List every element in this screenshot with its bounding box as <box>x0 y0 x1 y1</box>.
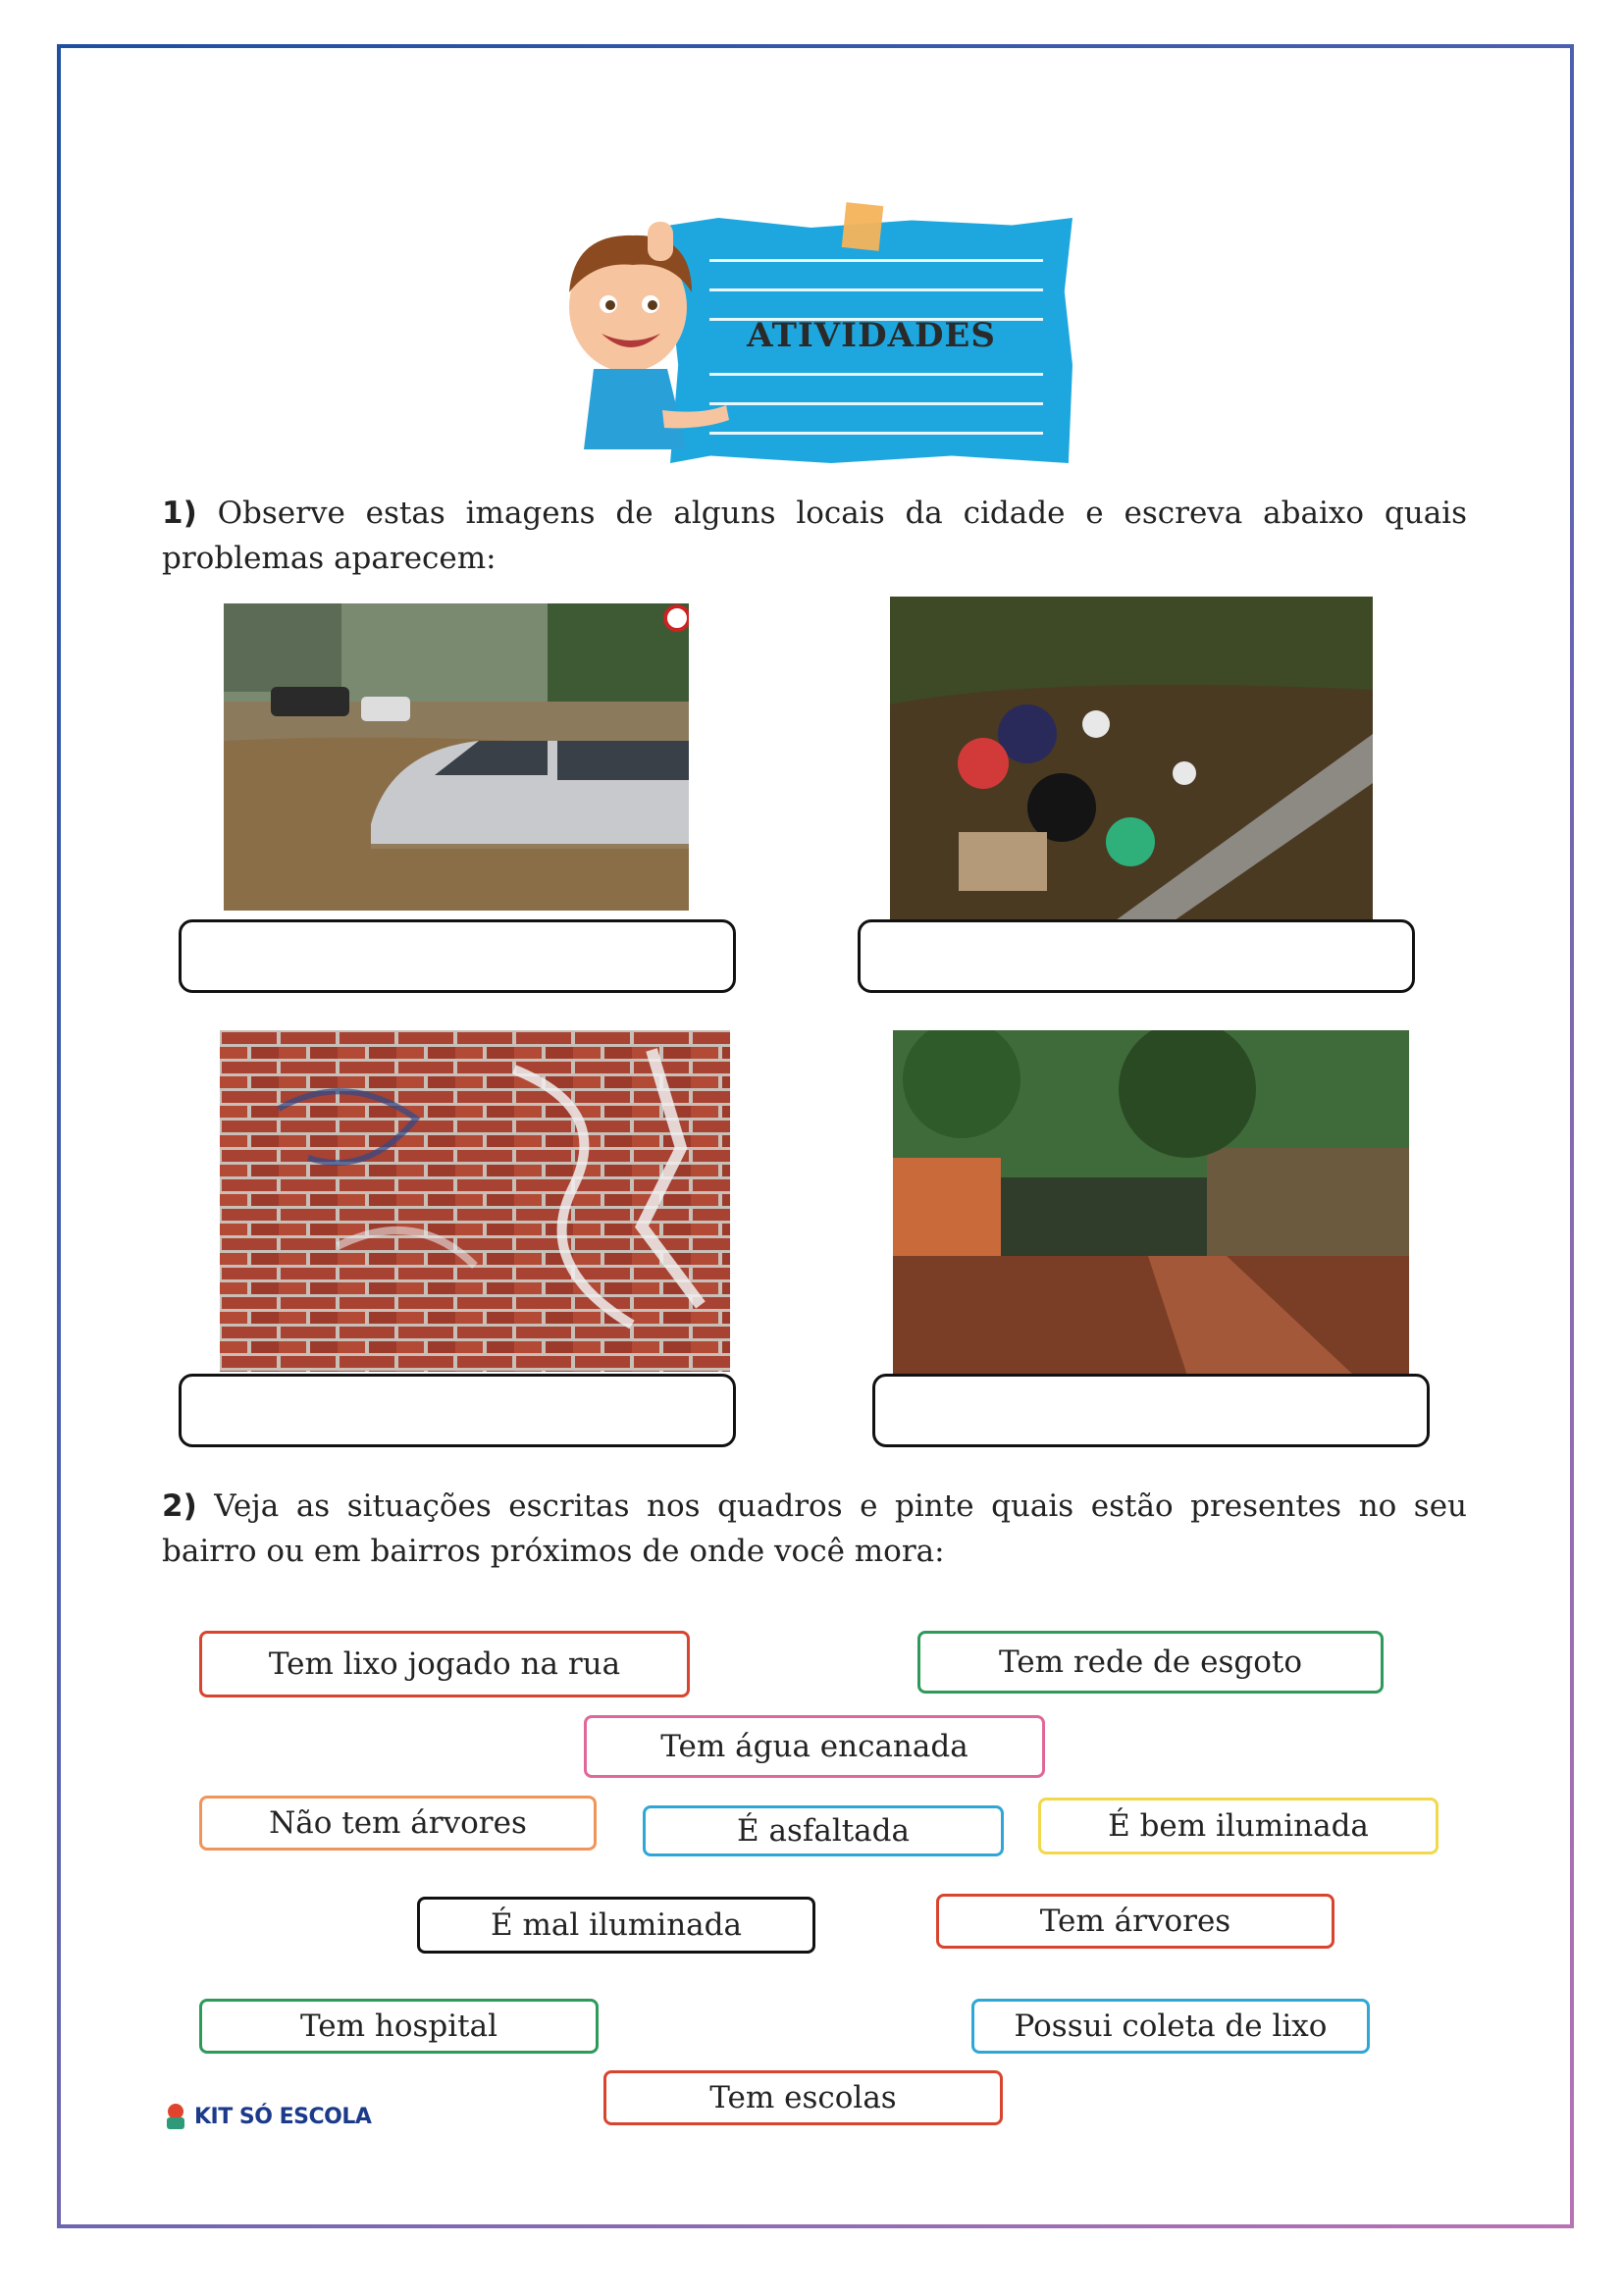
garbage-photo <box>890 597 1373 920</box>
question-2-number: 2) <box>162 1488 197 1524</box>
chip-nao-arvores[interactable] <box>199 1796 597 1851</box>
chip-escolas[interactable] <box>603 2070 1003 2125</box>
flood-photo <box>224 603 689 911</box>
chip-label: Tem lixo jogado na rua <box>268 1646 621 1682</box>
question-2 <box>162 1484 1467 1574</box>
chip-label: É bem iluminada <box>1108 1808 1369 1844</box>
answer-box-3[interactable] <box>179 1374 736 1447</box>
chip-label: Não tem árvores <box>269 1805 527 1841</box>
chip-agua-encanada[interactable] <box>584 1715 1045 1778</box>
kit-so-escola-logo <box>163 2103 371 2130</box>
chip-label: Possui coleta de lixo <box>1014 2009 1328 2044</box>
chip-tem-arvores[interactable] <box>936 1894 1334 1949</box>
chip-label: Tem escolas <box>709 2080 897 2115</box>
chip-label: Tem água encanada <box>660 1729 968 1764</box>
question-1-number: 1) <box>162 496 197 531</box>
question-1 <box>162 491 1467 581</box>
chip-label: É asfaltada <box>736 1813 910 1849</box>
page-title: ATIVIDADES <box>747 316 996 355</box>
chip-label: Tem rede de esgoto <box>998 1644 1302 1680</box>
chip-bem-iluminada[interactable] <box>1038 1798 1439 1854</box>
answer-box-4[interactable] <box>872 1374 1430 1447</box>
boy-mascot-icon <box>554 214 741 449</box>
chip-rede-esgoto[interactable] <box>917 1631 1384 1694</box>
chip-coleta-lixo[interactable] <box>971 1999 1370 2054</box>
chip-hospital[interactable] <box>199 1999 599 2054</box>
logo-text: KIT SÓ ESCOLA <box>194 2104 372 2129</box>
graffiti-photo <box>220 1030 730 1372</box>
tape-icon <box>842 202 884 251</box>
chip-asfaltada[interactable] <box>643 1805 1004 1856</box>
chip-label: É mal iluminada <box>490 1907 742 1943</box>
question-1-text: Observe estas imagens de alguns locais da cidade e escreva abaixo quais problemas aparecem: <box>162 496 1467 576</box>
answer-box-2[interactable] <box>858 919 1415 993</box>
answer-box-1[interactable] <box>179 919 736 993</box>
chip-lixo-rua[interactable] <box>199 1631 690 1697</box>
chip-label: Tem hospital <box>299 2009 497 2044</box>
student-icon <box>163 2103 188 2130</box>
chip-label: Tem árvores <box>1039 1904 1231 1939</box>
question-2-text: Veja as situações escritas nos quadros e pinte quais estão presentes no seu bairro ou em bairros próximos de onde você mora: <box>162 1488 1467 1569</box>
dirt-street-photo <box>893 1030 1409 1376</box>
chip-mal-iluminada[interactable] <box>417 1897 815 1954</box>
